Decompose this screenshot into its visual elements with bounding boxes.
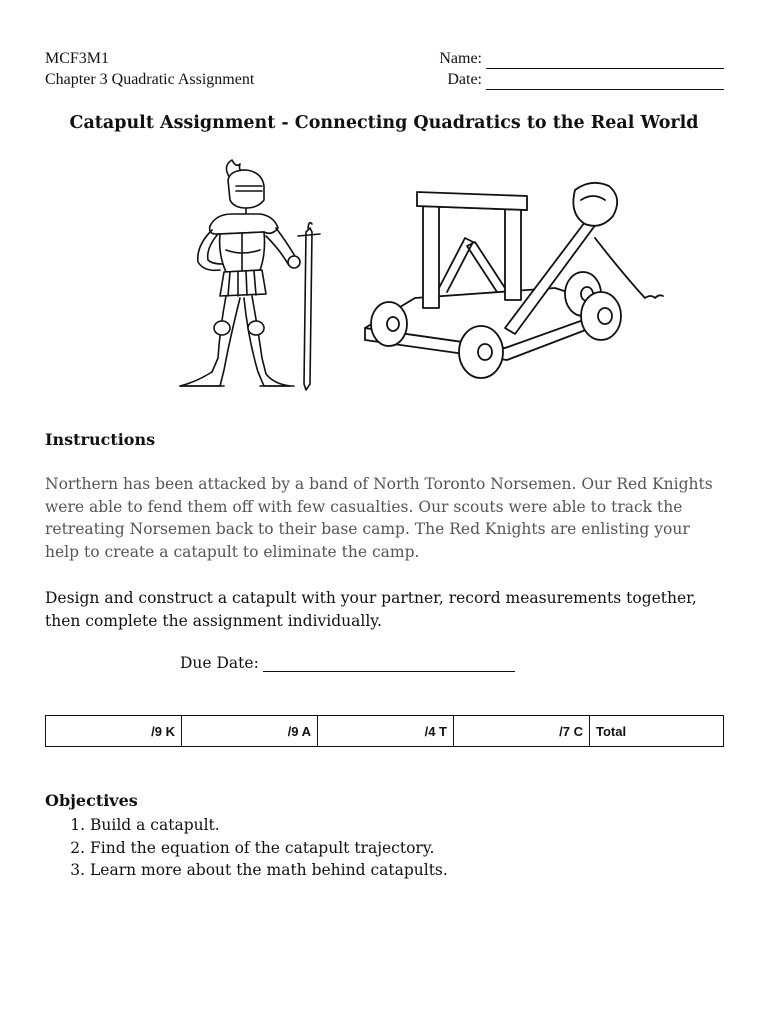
objectives-heading: Objectives bbox=[45, 791, 138, 810]
chapter-title: Chapter 3 Quadratic Assignment bbox=[45, 71, 255, 88]
name-field[interactable] bbox=[486, 52, 724, 69]
instructions-heading: Instructions bbox=[45, 430, 156, 449]
marks-a-cell: /9 A bbox=[182, 716, 318, 747]
list-item: 3. Learn more about the math behind catapults. bbox=[90, 859, 448, 882]
objectives-list bbox=[45, 814, 448, 882]
marks-k-cell: /9 K bbox=[46, 716, 182, 747]
list-item: 2. Find the equation of the catapult trajectory. bbox=[90, 837, 448, 860]
catapult-icon bbox=[355, 178, 665, 383]
date-field[interactable] bbox=[486, 73, 724, 90]
name-label: Name: bbox=[439, 50, 482, 67]
due-date bbox=[180, 654, 515, 672]
marks-c-cell: /7 C bbox=[454, 716, 590, 747]
marks-table bbox=[45, 715, 724, 747]
marks-t-cell: /4 T bbox=[318, 716, 454, 747]
due-date-label: Due Date: bbox=[180, 654, 259, 672]
instructions-paragraph: Northern has been attacked by a band of North Toronto Norsemen. Our Red Knights were able to fend them off with few casualties. Our scouts were able to track the retreating Norsemen back to their base camp. The Red Knights are enlisting your help to create a catapult to eliminate the camp. bbox=[45, 475, 713, 561]
course-header bbox=[45, 48, 254, 90]
date-label: Date: bbox=[447, 71, 482, 88]
student-info bbox=[430, 48, 724, 90]
due-date-field[interactable] bbox=[263, 655, 515, 672]
task-paragraph: Design and construct a catapult with your partner, record measurements together, then complete the assignment individually. bbox=[45, 589, 697, 630]
list-item: 1. Build a catapult. bbox=[90, 814, 448, 837]
course-code: MCF3M1 bbox=[45, 50, 110, 67]
knight-icon bbox=[160, 158, 325, 393]
marks-total-cell: Total bbox=[590, 716, 724, 747]
page-title: Catapult Assignment - Connecting Quadratics to the Real World bbox=[69, 113, 699, 133]
